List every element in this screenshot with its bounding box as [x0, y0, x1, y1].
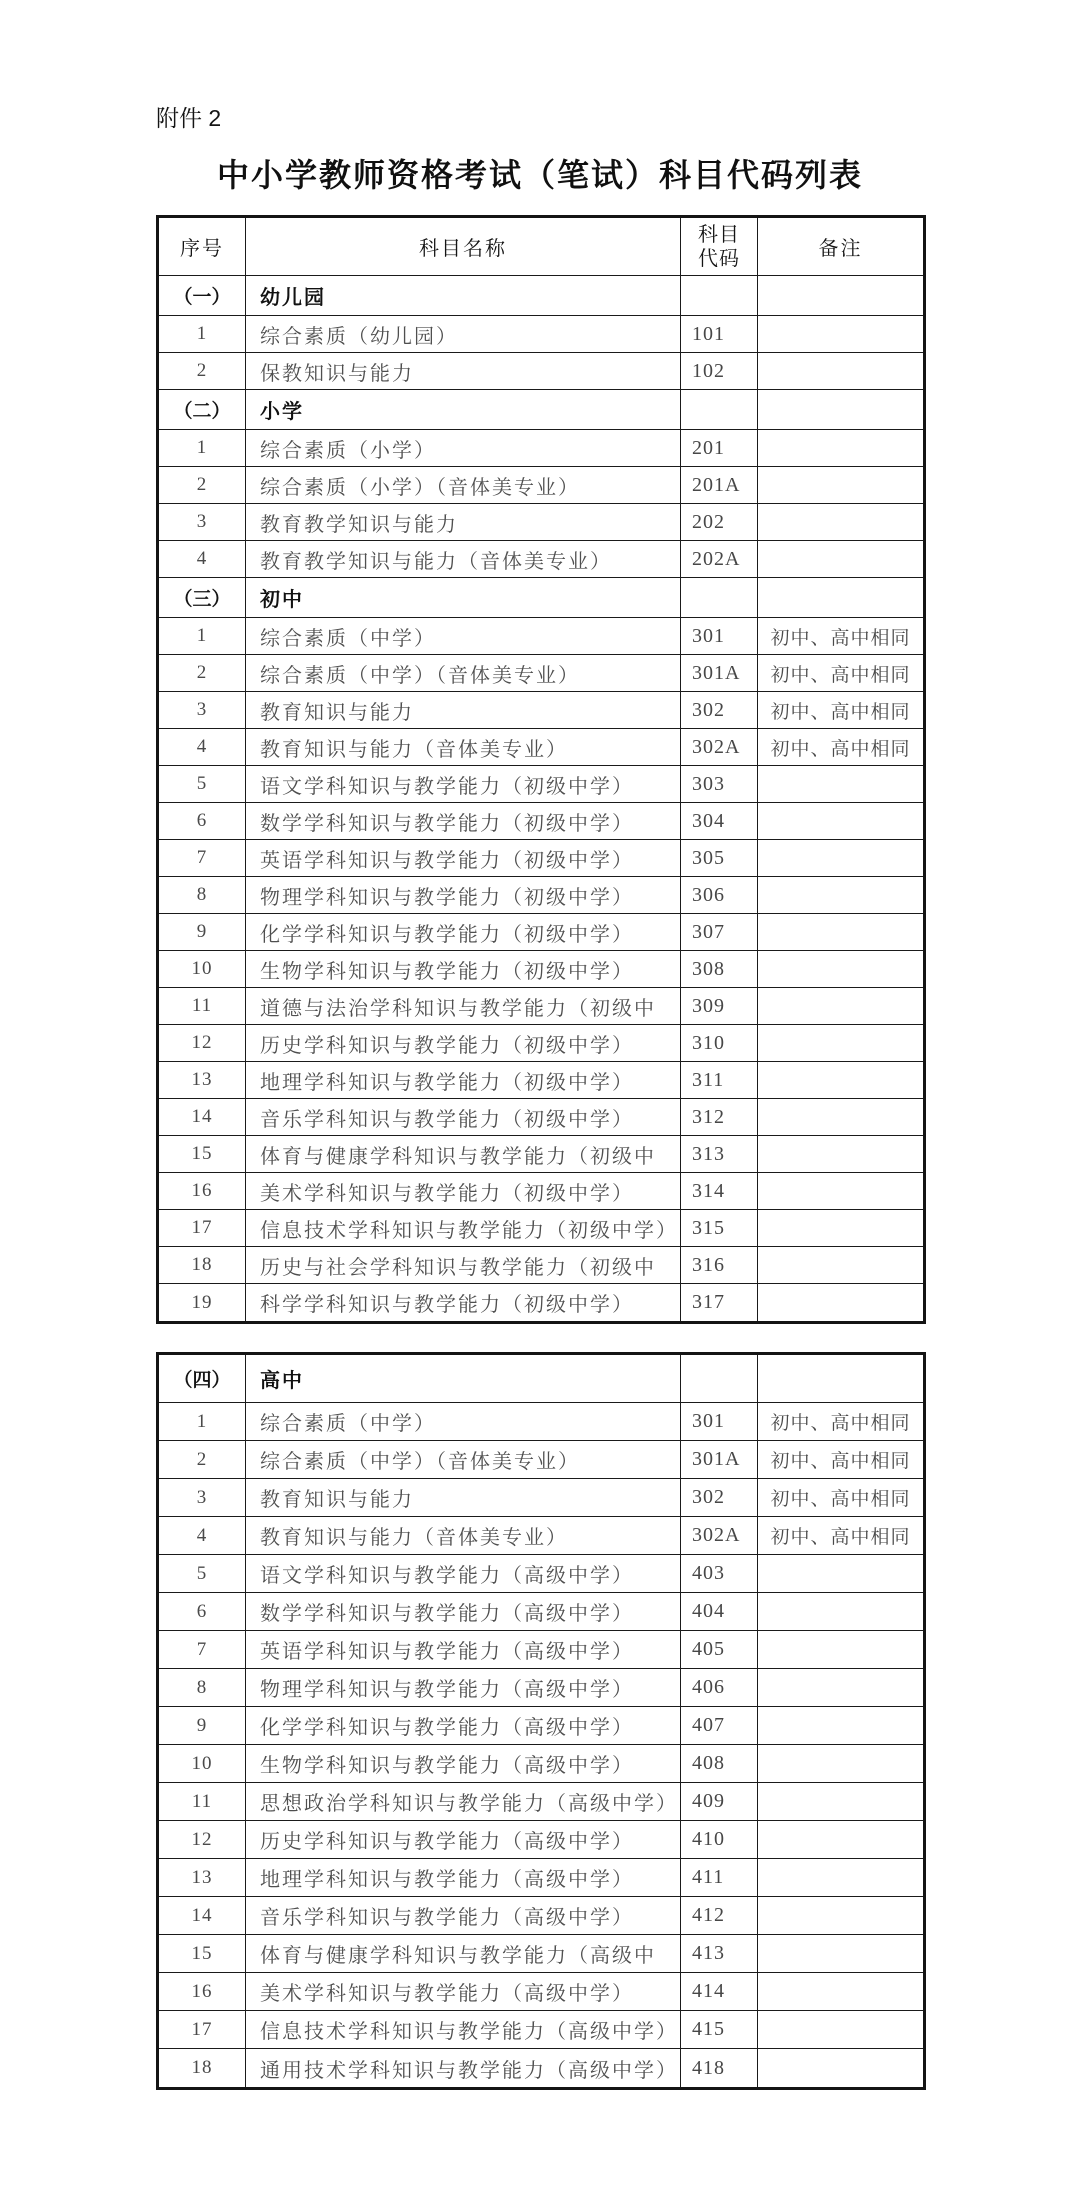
row-remark	[758, 1210, 923, 1246]
row-subject-name: 通用技术学科知识与教学能力（高级中学）	[246, 2049, 681, 2087]
row-subject-code: 301A	[681, 655, 758, 691]
row-index: 10	[159, 951, 246, 987]
row-subject-code: 302A	[681, 1517, 758, 1554]
row-subject-name: 语文学科知识与教学能力（高级中学）	[246, 1555, 681, 1592]
row-subject-code: 202A	[681, 541, 758, 577]
row-subject-name: 音乐学科知识与教学能力（高级中学）	[246, 1897, 681, 1934]
row-index: 12	[159, 1821, 246, 1858]
row-index: 2	[159, 655, 246, 691]
row-subject-name: 综合素质（小学）	[246, 430, 681, 466]
row-subject-name: 体育与健康学科知识与教学能力（初级中	[246, 1136, 681, 1172]
row-subject-code: 202	[681, 504, 758, 540]
table-row	[159, 1173, 923, 1210]
table-row	[159, 766, 923, 803]
row-remark	[758, 1099, 923, 1135]
attachment-label: 附件 2	[156, 105, 222, 131]
table-row	[159, 1062, 923, 1099]
row-index: 16	[159, 1173, 246, 1209]
row-index: 1	[159, 1403, 246, 1440]
table-row	[159, 951, 923, 988]
row-subject-code: 303	[681, 766, 758, 802]
table-row	[159, 1631, 923, 1669]
row-remark	[758, 988, 923, 1024]
row-remark	[758, 430, 923, 466]
row-index: 11	[159, 988, 246, 1024]
row-subject-name: 保教知识与能力	[246, 353, 681, 389]
row-remark	[758, 1821, 923, 1858]
table-row	[159, 430, 923, 467]
row-subject-code: 302A	[681, 729, 758, 765]
table-row	[159, 1593, 923, 1631]
row-subject-code: 412	[681, 1897, 758, 1934]
table-row	[159, 914, 923, 951]
row-remark	[758, 541, 923, 577]
row-subject-code	[681, 276, 758, 315]
row-subject-name: 数学学科知识与教学能力（初级中学）	[246, 803, 681, 839]
row-remark	[758, 1593, 923, 1630]
table-row	[159, 1859, 923, 1897]
row-index: 1	[159, 618, 246, 654]
row-subject-name: 生物学科知识与教学能力（初级中学）	[246, 951, 681, 987]
row-subject-name: 化学学科知识与教学能力（初级中学）	[246, 914, 681, 950]
table-row	[159, 504, 923, 541]
table-row	[159, 1284, 923, 1321]
row-subject-name: 综合素质（中学）	[246, 618, 681, 654]
row-remark	[758, 2011, 923, 2048]
table-row	[159, 729, 923, 766]
table-row	[159, 1099, 923, 1136]
subject-code-table-senior	[156, 1352, 926, 2090]
row-remark	[758, 1973, 923, 2010]
row-subject-code: 403	[681, 1555, 758, 1592]
table-row	[159, 840, 923, 877]
row-subject-name: 教育知识与能力	[246, 1479, 681, 1516]
row-remark	[758, 504, 923, 540]
row-remark	[758, 840, 923, 876]
row-subject-code: 410	[681, 1821, 758, 1858]
row-subject-name: 教育知识与能力（音体美专业）	[246, 1517, 681, 1554]
row-remark	[758, 353, 923, 389]
row-subject-code	[681, 1355, 758, 1402]
row-subject-name: 初中	[246, 578, 681, 617]
row-remark	[758, 1859, 923, 1896]
row-subject-code: 306	[681, 877, 758, 913]
page-title: 中小学教师资格考试（笔试）科目代码列表	[216, 157, 863, 193]
row-subject-name: 生物学科知识与教学能力（高级中学）	[246, 1745, 681, 1782]
row-subject-name: 历史学科知识与教学能力（高级中学）	[246, 1821, 681, 1858]
row-index: 17	[159, 2011, 246, 2048]
col-header-subject-name: 科目名称	[246, 218, 681, 275]
row-subject-name: 化学学科知识与教学能力（高级中学）	[246, 1707, 681, 1744]
table-header-row	[159, 218, 923, 276]
row-subject-name: 教育知识与能力	[246, 692, 681, 728]
row-index: 13	[159, 1859, 246, 1896]
row-index: 3	[159, 1479, 246, 1516]
row-subject-name: 英语学科知识与教学能力（高级中学）	[246, 1631, 681, 1668]
row-remark	[758, 1669, 923, 1706]
table-row	[159, 1136, 923, 1173]
row-remark	[758, 914, 923, 950]
row-remark	[758, 276, 923, 315]
table-row	[159, 390, 923, 430]
table-row	[159, 1783, 923, 1821]
row-subject-name: 综合素质（幼儿园）	[246, 316, 681, 352]
table-row	[159, 353, 923, 390]
row-subject-code: 310	[681, 1025, 758, 1061]
row-subject-code: 305	[681, 840, 758, 876]
row-remark	[758, 1707, 923, 1744]
table-row	[159, 578, 923, 618]
row-subject-code: 311	[681, 1062, 758, 1098]
table-row	[159, 1403, 923, 1441]
row-subject-code: 304	[681, 803, 758, 839]
row-index: 2	[159, 467, 246, 503]
row-subject-code	[681, 390, 758, 429]
row-subject-code: 301	[681, 1403, 758, 1440]
row-remark	[758, 390, 923, 429]
table-row	[159, 1897, 923, 1935]
row-subject-name: 科学学科知识与教学能力（初级中学）	[246, 1284, 681, 1321]
table-row	[159, 1355, 923, 1403]
row-subject-name: 物理学科知识与教学能力（高级中学）	[246, 1669, 681, 1706]
table-row	[159, 803, 923, 840]
row-subject-code: 301	[681, 618, 758, 654]
row-remark	[758, 1631, 923, 1668]
table-row	[159, 655, 923, 692]
row-subject-code: 316	[681, 1247, 758, 1283]
row-subject-code: 314	[681, 1173, 758, 1209]
row-index: （二）	[159, 390, 246, 429]
table-row	[159, 1247, 923, 1284]
row-index: 5	[159, 766, 246, 802]
row-subject-name: 教育教学知识与能力（音体美专业）	[246, 541, 681, 577]
row-subject-name: 小学	[246, 390, 681, 429]
row-subject-name: 体育与健康学科知识与教学能力（高级中	[246, 1935, 681, 1972]
row-remark: 初中、高中相同	[770, 1527, 911, 1548]
table-row	[159, 1973, 923, 2011]
row-remark	[758, 1247, 923, 1283]
row-remark: 初中、高中相同	[770, 1489, 911, 1510]
row-subject-code	[681, 578, 758, 617]
row-subject-code: 414	[681, 1973, 758, 2010]
row-subject-name: 语文学科知识与教学能力（初级中学）	[246, 766, 681, 802]
row-subject-name: 教育知识与能力（音体美专业）	[246, 729, 681, 765]
row-index: 10	[159, 1745, 246, 1782]
row-index: 9	[159, 1707, 246, 1744]
table-row	[159, 541, 923, 578]
row-index: 5	[159, 1555, 246, 1592]
row-index: 1	[159, 316, 246, 352]
row-subject-name: 历史学科知识与教学能力（初级中学）	[246, 1025, 681, 1061]
row-index: 4	[159, 541, 246, 577]
table-row	[159, 1479, 923, 1517]
row-index: 3	[159, 692, 246, 728]
row-subject-code: 301A	[681, 1441, 758, 1478]
row-subject-code: 405	[681, 1631, 758, 1668]
row-index: 16	[159, 1973, 246, 2010]
row-remark	[758, 1355, 923, 1402]
row-remark	[758, 467, 923, 503]
table-row	[159, 467, 923, 504]
row-remark	[758, 1025, 923, 1061]
row-subject-code: 309	[681, 988, 758, 1024]
row-subject-code: 411	[681, 1859, 758, 1896]
row-subject-name: 数学学科知识与教学能力（高级中学）	[246, 1593, 681, 1630]
row-remark: 初中、高中相同	[770, 701, 911, 723]
table-row	[159, 1210, 923, 1247]
table-row	[159, 316, 923, 353]
row-index: （一）	[159, 276, 246, 315]
row-subject-code: 101	[681, 316, 758, 352]
row-index: 12	[159, 1025, 246, 1061]
row-subject-name: 综合素质（中学）（音体美专业）	[246, 1441, 681, 1478]
row-index: 4	[159, 729, 246, 765]
table-row	[159, 1935, 923, 1973]
row-remark	[758, 2049, 923, 2087]
row-subject-name: 美术学科知识与教学能力（初级中学）	[246, 1173, 681, 1209]
row-subject-code: 404	[681, 1593, 758, 1630]
row-remark	[758, 951, 923, 987]
row-subject-code: 418	[681, 2049, 758, 2087]
row-index: 14	[159, 1897, 246, 1934]
row-subject-name: 地理学科知识与教学能力（初级中学）	[246, 1062, 681, 1098]
row-subject-code: 315	[681, 1210, 758, 1246]
row-subject-name: 美术学科知识与教学能力（高级中学）	[246, 1973, 681, 2010]
row-subject-name: 信息技术学科知识与教学能力（高级中学）	[246, 2011, 681, 2048]
row-subject-code: 302	[681, 692, 758, 728]
row-remark	[758, 1897, 923, 1934]
row-remark: 初中、高中相同	[770, 1413, 911, 1434]
row-index: 18	[159, 2049, 246, 2087]
row-subject-code: 317	[681, 1284, 758, 1321]
col-header-remark: 备注	[818, 238, 863, 260]
row-remark	[758, 578, 923, 617]
row-subject-name: 高中	[246, 1355, 681, 1402]
table-row	[159, 1517, 923, 1555]
col-header-subject-code-line2: 代码	[698, 247, 740, 270]
row-subject-code: 406	[681, 1669, 758, 1706]
row-index: 3	[159, 504, 246, 540]
row-index: 15	[159, 1136, 246, 1172]
row-index: 2	[159, 353, 246, 389]
row-index: 8	[159, 877, 246, 913]
col-header-index: 序号	[159, 218, 246, 275]
table-row	[159, 1441, 923, 1479]
row-index: 14	[159, 1099, 246, 1135]
row-remark	[758, 1555, 923, 1592]
row-remark	[758, 1284, 923, 1321]
row-subject-code: 415	[681, 2011, 758, 2048]
row-subject-name: 英语学科知识与教学能力（初级中学）	[246, 840, 681, 876]
row-index: 13	[159, 1062, 246, 1098]
table-row	[159, 988, 923, 1025]
row-index: 15	[159, 1935, 246, 1972]
row-subject-code: 313	[681, 1136, 758, 1172]
row-subject-name: 幼儿园	[246, 276, 681, 315]
row-index: 9	[159, 914, 246, 950]
row-index: 6	[159, 1593, 246, 1630]
row-subject-code: 201A	[681, 467, 758, 503]
row-subject-code: 102	[681, 353, 758, 389]
row-remark	[758, 1173, 923, 1209]
row-subject-code: 407	[681, 1707, 758, 1744]
row-remark	[758, 1062, 923, 1098]
row-index: 17	[159, 1210, 246, 1246]
col-header-subject-code	[681, 218, 758, 275]
row-subject-name: 地理学科知识与教学能力（高级中学）	[246, 1859, 681, 1896]
row-remark	[758, 1935, 923, 1972]
row-index: 8	[159, 1669, 246, 1706]
row-remark	[758, 766, 923, 802]
table-row	[159, 1707, 923, 1745]
table-row	[159, 618, 923, 655]
row-subject-name: 综合素质（小学）（音体美专业）	[246, 467, 681, 503]
table-row	[159, 276, 923, 316]
row-subject-name: 思想政治学科知识与教学能力（高级中学）	[246, 1783, 681, 1820]
table-row	[159, 2049, 923, 2087]
row-index: （三）	[159, 578, 246, 617]
row-index: 19	[159, 1284, 246, 1321]
row-remark	[758, 1783, 923, 1820]
row-remark: 初中、高中相同	[770, 627, 911, 649]
row-index: 6	[159, 803, 246, 839]
row-remark	[758, 1136, 923, 1172]
row-remark	[758, 316, 923, 352]
row-subject-code: 201	[681, 430, 758, 466]
row-remark: 初中、高中相同	[770, 738, 911, 760]
row-index: 7	[159, 1631, 246, 1668]
row-index: 18	[159, 1247, 246, 1283]
subject-code-table-primary	[156, 215, 926, 1324]
row-subject-code: 307	[681, 914, 758, 950]
table-row	[159, 1555, 923, 1593]
row-index: 2	[159, 1441, 246, 1478]
col-header-subject-code-line1: 科目	[698, 223, 740, 246]
row-subject-name: 物理学科知识与教学能力（初级中学）	[246, 877, 681, 913]
table-row	[159, 2011, 923, 2049]
row-subject-name: 音乐学科知识与教学能力（初级中学）	[246, 1099, 681, 1135]
row-index: 4	[159, 1517, 246, 1554]
row-subject-code: 308	[681, 951, 758, 987]
table-row	[159, 1745, 923, 1783]
row-subject-name: 信息技术学科知识与教学能力（初级中学）	[246, 1210, 681, 1246]
row-index: 1	[159, 430, 246, 466]
row-remark	[758, 803, 923, 839]
row-subject-code: 302	[681, 1479, 758, 1516]
table-row	[159, 1821, 923, 1859]
row-index: 11	[159, 1783, 246, 1820]
row-subject-name: 教育教学知识与能力	[246, 504, 681, 540]
row-subject-code: 312	[681, 1099, 758, 1135]
row-remark	[758, 877, 923, 913]
row-subject-name: 道德与法治学科知识与教学能力（初级中	[246, 988, 681, 1024]
row-remark	[758, 1745, 923, 1782]
row-index: （四）	[159, 1355, 246, 1402]
row-subject-name: 综合素质（中学）	[246, 1403, 681, 1440]
row-subject-code: 408	[681, 1745, 758, 1782]
table-row	[159, 1025, 923, 1062]
row-index: 7	[159, 840, 246, 876]
table-row	[159, 877, 923, 914]
row-subject-name: 综合素质（中学）（音体美专业）	[246, 655, 681, 691]
table-row	[159, 692, 923, 729]
table-row	[159, 1669, 923, 1707]
row-remark: 初中、高中相同	[770, 664, 911, 686]
row-subject-code: 409	[681, 1783, 758, 1820]
row-subject-code: 413	[681, 1935, 758, 1972]
row-remark: 初中、高中相同	[770, 1451, 911, 1472]
row-subject-name: 历史与社会学科知识与教学能力（初级中	[246, 1247, 681, 1283]
